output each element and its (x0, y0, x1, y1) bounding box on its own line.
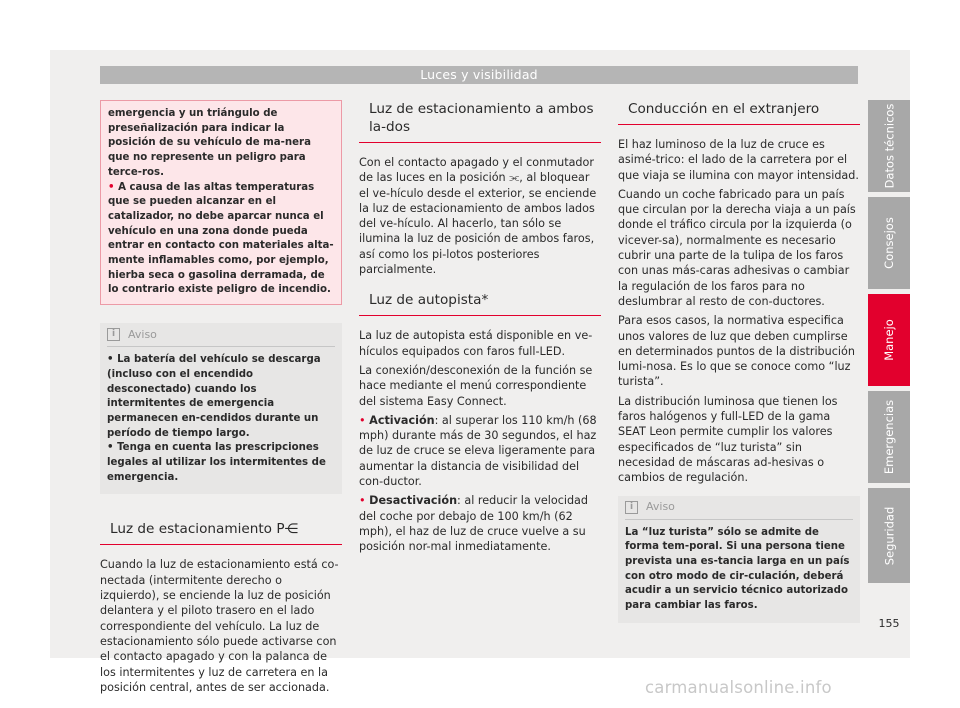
note-header (618, 496, 860, 519)
bullet-icon: • (107, 354, 114, 366)
column-middle (359, 100, 601, 559)
watermark: carmanualsonline.info (645, 678, 832, 697)
note-header (100, 323, 342, 346)
section-title-parking-light: Luz de estacionamiento P⋲ (100, 520, 342, 545)
bullet-icon: • (359, 494, 366, 508)
tab-datos-tecnicos[interactable]: Datos técnicos (868, 100, 910, 192)
note-box (100, 323, 342, 494)
note-text: La “luz turista” sólo se admite de forma tem-poral. Si una persona tiene prevista una es-tancia larga en un país con otro modo de cir-culación, deberá acudir a un servicio técnico autorizado para cambiar las faros. (625, 526, 850, 612)
bullet-icon: • (359, 413, 366, 427)
note-item: • La batería del vehículo se descarga (incluso con el encendido desconectado) cuando los intermitentes de emergencia permanecen en-cendidos durante un período de tiempo largo. (107, 354, 321, 439)
paragraph: La luz de autopista está disponible en ve-hículos equipados con faros full-LED. (359, 329, 593, 358)
tab-consejos[interactable]: Consejos (868, 197, 910, 289)
note-item: • Tenga en cuenta las prescripciones legales al utilizar los intermitentes de emergencia. (107, 442, 326, 483)
paragraph: El haz luminoso de la luz de cruce es asimé-trico: el lado de la carretera por el que viaja se ilumina con mayor intensidad. (618, 138, 859, 182)
note-box (618, 496, 860, 623)
note-body (618, 520, 860, 623)
column-left (100, 100, 342, 699)
section-body (359, 155, 601, 277)
note-body (100, 347, 342, 494)
section-body (618, 137, 860, 486)
note-title: Aviso (646, 500, 675, 514)
page-header: Luces y visibilidad (100, 66, 858, 84)
warning-box (100, 100, 342, 305)
note-title: Aviso (128, 328, 157, 341)
warning-item: • A causa de las altas temperaturas que se pueden alcanzar en el catalizador, no debe aparcar nunca el vehículo en una zona donde pueda entrar en contacto con materiales alta-mente inflamables como, por ejemplo, hierba seca o gasolina derramada, de lo contrario existe peligro de incendio. (108, 181, 334, 296)
paragraph: Para esos casos, la normativa especifica unos valores de luz que deben cumplirse en determinados puntos de la distribución lumi-nosa. Es lo que se conoce como “luz turista”. (618, 314, 855, 389)
warning-text-1: emergencia y un triángulo de preseñalización para indicar la posición de su vehículo de ma-nera que no represente un peligro para terce-ros. (108, 108, 311, 178)
section-title-both-sides: Luz de estacionamiento a ambos la-dos (359, 100, 601, 143)
paragraph: Cuando la luz de estacionamiento está co-nectada (intermitente derecho o izquierdo), se enciende la luz de posición delantera y el piloto trasero en el lado correspondiente del vehículo. La luz de estacionamiento sólo puede activarse con el contacto apagado y con la palanca de los intermitentes y luz de carretera en la posición central, antes de ser accionada. (100, 558, 339, 694)
paragraph: La distribución luminosa que tienen los faros halógenos y full-LED de la gama SEAT Leon permite cumplir los valores especificados de “luz turista” sin necesidad de máscaras ad-hesivas o cambios de regulación. (618, 394, 838, 485)
info-icon: i (625, 501, 638, 514)
paragraph: Cuando un coche fabricado para un país que circulan por la derecha viaja a un país donde el tráfico circula por la izquierda (o vicever-sa), normalmente es necesario cubrir una parte de la tulipa de los faros con unas más-caras adhesivas o cambiar la regulación de los faros para no deslumbrar al resto de con-ductores. (618, 187, 856, 308)
tab-manejo[interactable]: Manejo (868, 294, 910, 386)
tab-emergencias[interactable]: Emergencias (868, 391, 910, 483)
tab-seguridad[interactable]: Seguridad (868, 488, 910, 583)
column-right (618, 100, 860, 623)
section-title-abroad: Conducción en el extranjero (618, 100, 860, 125)
info-icon: i (107, 328, 120, 341)
section-body (100, 557, 342, 695)
bullet-icon: • (107, 442, 114, 454)
section-body (359, 328, 601, 554)
activation-item: • Activación: al superar los 110 km/h (68 mph) durante más de 30 segundos, el haz de luz de cruce se eleva ligeramente para aumentar la distancia de visibilidad del con-ductor. (359, 413, 597, 489)
deactivation-item: • Desactivación: al reducir la velocidad del coche por debajo de 100 km/h (62 mph), el haz de luz de cruce vuelve a su posición nor-mal inmediatamente. (359, 494, 589, 554)
paragraph: Con el contacto apagado y el conmutador de las luces en la posición ⫘, al bloquear el ve-hículo desde el exterior, se enciende la luz de estacionamiento de ambos lados del ve-hículo. Al hacerlo, tan sólo se ilumina la luz de posición de ambos faros, así como los pi-lotos posteriores parcialmente. (359, 156, 597, 277)
paragraph: La conexión/desconexión de la función se hace mediante el menú correspondiente del sistema Easy Connect. (359, 363, 593, 408)
page-number: 155 (878, 617, 900, 630)
bullet-icon: • (108, 181, 115, 193)
parking-light-icon: P⋲ (276, 521, 299, 538)
section-title-motorway-light: Luz de autopista* (359, 291, 601, 316)
